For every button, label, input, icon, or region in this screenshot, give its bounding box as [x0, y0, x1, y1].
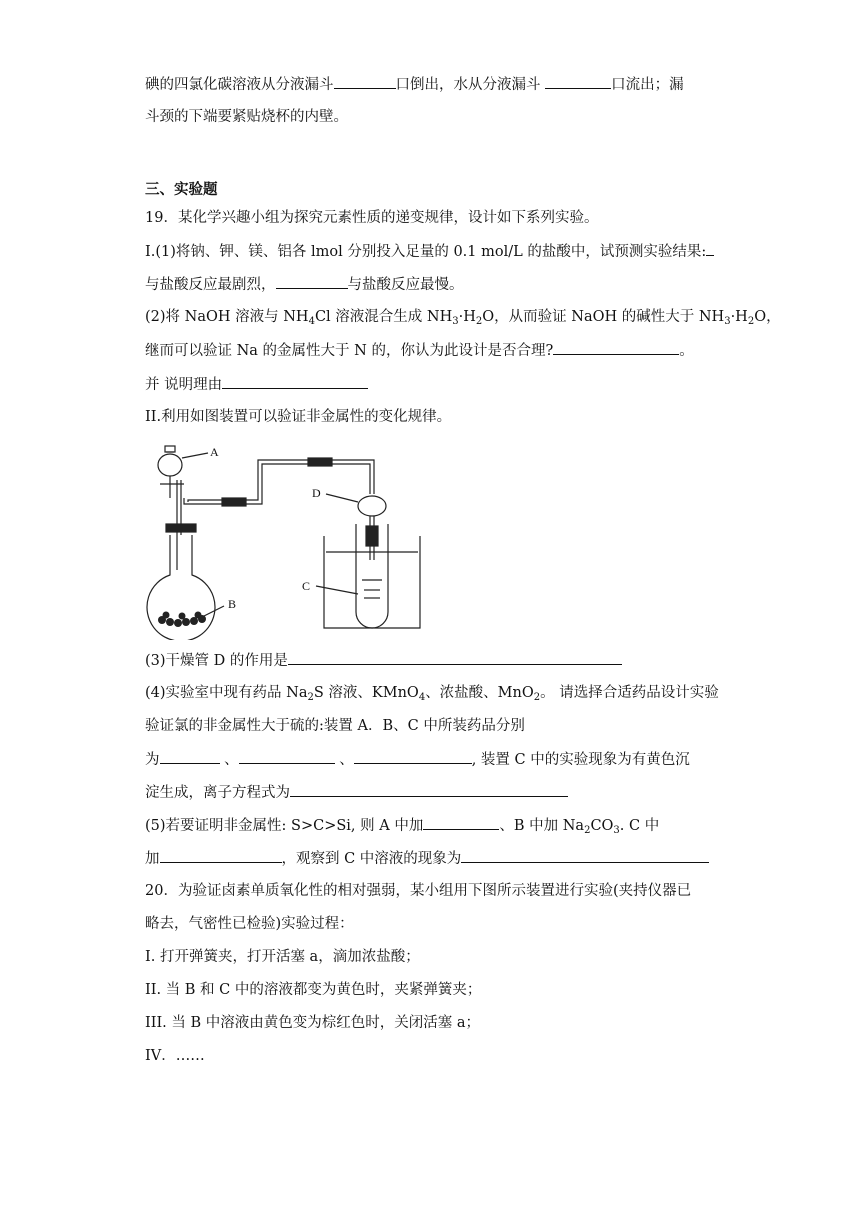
q20-line-b: 略去，气密性已检验)实验过程： — [145, 916, 354, 932]
text-line-1 — [145, 74, 684, 95]
drying-tube-d — [358, 496, 386, 516]
text: . C 中 — [619, 818, 660, 834]
blank[interactable] — [288, 650, 622, 665]
text: 加 — [145, 851, 160, 867]
q19-4-line-c — [145, 749, 690, 770]
blank[interactable] — [461, 848, 709, 863]
text: 。 请选择合适药品设计实验 — [540, 685, 719, 701]
q20-step-3: III. 当 B 中溶液由黄色变为棕红色时，关闭活塞 a； — [145, 1015, 481, 1031]
subscript: 3 — [613, 825, 620, 836]
q19-3 — [145, 650, 622, 671]
text: (5)若要证明非金属性: S>C>Si, 则 A 中加 — [145, 818, 424, 834]
subscript: 2 — [533, 692, 541, 703]
q19-4-line-b: 验证氯的非金属性大于硫的:装置 A．B、C 中所装药品分别 — [145, 718, 525, 734]
text: ·H — [730, 309, 748, 325]
subscript: 3 — [724, 316, 731, 327]
blank[interactable] — [222, 374, 368, 389]
apparatus-figure — [140, 440, 600, 640]
subscript: 4 — [418, 692, 426, 703]
subscript: 2 — [747, 316, 755, 327]
text: 、 — [334, 752, 354, 768]
text: ，观察到 C 中溶液的现象为 — [281, 851, 462, 867]
text: 与盐酸反应最剧烈， — [145, 277, 276, 293]
q20-step-4: IV．…… — [145, 1048, 205, 1064]
q20-step-2: II. 当 B 和 C 中的溶液都变为黄色时，夹紧弹簧夹； — [145, 982, 482, 998]
text: ·H — [458, 309, 476, 325]
text: Cl 溶液混合生成 NH — [314, 309, 453, 325]
text: 、 — [219, 752, 239, 768]
blank[interactable] — [553, 340, 679, 355]
blank[interactable] — [160, 848, 282, 863]
blank[interactable] — [423, 815, 499, 830]
text: 碘的四氯化碳溶液从分液漏斗 — [145, 77, 334, 93]
text: (4)实验室中现有药品 Na — [145, 685, 308, 701]
beaker — [324, 536, 420, 628]
q19-2-line-b — [145, 340, 694, 361]
blank[interactable] — [239, 749, 335, 764]
text: 口倒出，水从分液漏斗 — [395, 77, 546, 93]
q19-4-line-a — [145, 683, 719, 708]
blank[interactable] — [706, 241, 714, 256]
q19-2-line-c — [145, 374, 368, 395]
q19-2-line-a — [145, 307, 781, 332]
solid-particles — [158, 612, 206, 628]
subscript: 4 — [308, 316, 315, 327]
label-b: B — [228, 597, 237, 611]
text: (2)将 NaOH 溶液与 NH — [145, 309, 309, 325]
text: 。 — [679, 343, 694, 359]
q20-line-a: 20．为验证卤素单质氧化性的相对强弱，某小组用下图所示装置进行实验(夹持仪器已 — [145, 883, 692, 899]
subscript: 2 — [307, 692, 314, 703]
text: CO — [590, 818, 614, 834]
text: O，从而验证 NaOH 的碱性大于 NH — [482, 309, 725, 325]
blank[interactable] — [354, 749, 472, 764]
q19-1-line-b — [145, 274, 464, 295]
subscript: 2 — [584, 825, 591, 836]
text: 并 说明理由 — [145, 377, 223, 393]
label-c: C — [302, 579, 311, 593]
q19-II: II.利用如图装置可以验证非金属性的变化规律。 — [145, 409, 452, 425]
subscript: 2 — [475, 316, 483, 327]
text: , 装置 C 中的实验现象为有黄色沉 — [471, 752, 690, 768]
text: 、B 中加 Na — [499, 818, 585, 834]
text: 淀生成，离子方程式为 — [145, 785, 290, 801]
blank[interactable] — [276, 274, 348, 289]
text: O， — [754, 309, 781, 325]
label-d: D — [312, 486, 321, 500]
q19-intro: 19．某化学兴趣小组为探究元素性质的递变规律，设计如下系列实验。 — [145, 210, 599, 226]
text: S 溶液、KMnO — [313, 685, 419, 701]
blank[interactable] — [334, 74, 396, 89]
q19-1-line-a — [145, 241, 714, 262]
q19-5-line-b — [145, 848, 709, 869]
blank[interactable] — [290, 782, 568, 797]
funnel-a — [158, 454, 182, 476]
section-heading: 三、实验题 — [145, 181, 218, 198]
text: 、浓盐酸、MnO — [425, 685, 534, 701]
text: 口流出；漏 — [611, 77, 684, 93]
text-line-2: 斗颈的下端要紧贴烧杯的内壁。 — [145, 109, 348, 125]
text: 为 — [145, 752, 160, 768]
q20-step-1: I. 打开弹簧夹，打开活塞 a，滴加浓盐酸； — [145, 949, 420, 965]
label-a: A — [210, 445, 219, 459]
text: I.(1)将钠、钾、镁、铝各 lmol 分别投入足量的 0.1 mol/L 的盐酸中，试预测实验结果: — [145, 244, 707, 260]
q19-4-line-d — [145, 782, 568, 803]
text: 与盐酸反应最慢。 — [347, 277, 464, 293]
q19-5-line-a — [145, 815, 659, 841]
blank[interactable] — [160, 749, 220, 764]
text: 继而可以验证 Na 的金属性大于 N 的，你认为此设计是否合理? — [145, 343, 554, 359]
subscript: 3 — [452, 316, 459, 327]
text: (3)干燥管 D 的作用是 — [145, 653, 288, 669]
blank[interactable] — [545, 74, 611, 89]
